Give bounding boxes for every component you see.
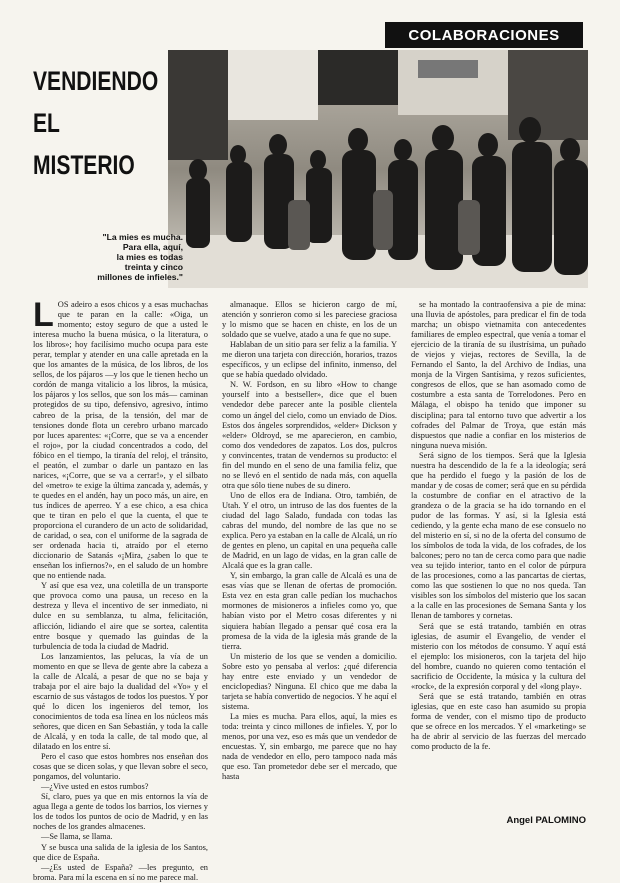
article-paragraph: OS adeiro a esos chicos y a esas muchachas que te paran en la calle: «Oiga, un momento; estoy seguro de que a usted le interesa mucho la buena música, o la literatura, o los libros»; hoy facilísimo mucho ocupa para este perar, templar y atender en una calle apretada en la que los amantes de la música, de los libros, de los sellos, de los pájaros —y los que le tienen hecho un cordón de manga vitalicio a los libros, la música, los pájaros y los sellos, que son los más— caminan protegidos de su tipo, defensivo, agresivo, íntimo cabreo de la prisa, de la tensión, del mar de tensiones donde flota un cerebro urbano marcado por luces aparentes: «¡Corre, que se va a encender el rojo», por la ciudad concentrados a codo, del fóbico en el tiempo, la tiranía del reloj, el tránsito, el peatón, el zumbar o darle un pantazo en las narices, «¡Corre, que se va a cerrar!», y el silbato del «metro» te exige la última zancada y, además, y te quedes en el andén, hay un poco más, un aire, en tus índices de aperreo. Y a ese chico, a esa chica que te tiran en pelo el que la cuenta, el que te proporciona el curandero de un acto de solidaridad, de caridad, o sea, con el uniforme de la sagrada de ser ordenada hacia ti, atraído por el eterno diccionario de Satanás «¡Mira, ¿saben lo que te enseñan los infiernos?», en el saludo de un hombre que no entiende nada. (33, 300, 208, 581)
text-column-3 (411, 300, 586, 828)
caption-line: millones de infieles." (97, 272, 183, 282)
text-column-2 (222, 300, 397, 828)
article-paragraph: N. W. Fordson, en su libro «How to change yourself into a bestseller», dice que el buen vendedor debe parecer ante la posible clientela como un ángel del cielo, como un enviado de Dios. Estos dos ángeles sorprendidos, «elder» Dickson y «elder» Oldroyd, se me aparecieron, en cambio, como dos vendedores de zapatos. Los dos, pulcros y convincentes, tratan de vendernos su producto: el fin del mundo en el seno de una familia feliz, que no se llevó en el sentido de nada más, con aquella otra que sólo tiene nubes de su dinero. (222, 380, 397, 490)
article-paragraph: Será que se está tratando, también en otras iglesias, que en este caso han asumido su propia forma de vender, con el mismo tipo de producto que se ofrece en los mercados. Y el «marketing» se ha de abrir al servicio de las fuerzas del mercado como producto de la fe. (411, 691, 586, 752)
article-body (33, 296, 586, 882)
headline-line-3: MISTERIO (33, 150, 135, 180)
article-paragraph: Y se busca una salida de la iglesia de los Santos, que dice de España. (33, 842, 208, 862)
article-paragraph: Un misterio de los que se venden a domicilio. Sobre esto yo pensaba al verlos: ¿qué diferencia hay entre este enviado y un vendedor de enciclopedias? Ninguna. El chico que me daba la tarjeta se había convertido de negocios. Y he aquí el sistema. (222, 651, 397, 711)
article-paragraph: Sí, claro, pues ya que en mis entornos la vía de agua llega a gente de todos los barrios, los viernes y los de todos los puntos de ocio de Madrid, y en las noches de los grandes almacenes. (33, 792, 208, 832)
article-paragraph: La mies es mucha. Para ellos, aquí, la mies es toda: treinta y cinco millones de infieles. Y, por lo menos, por una vez, eso es más que un vendedor de encuestas. Y, sin embargo, me parece que no hay nada de vendedor en ello, pero tampoco nada más que eso. Tan prometedor debe ser el mercado, que hasta (222, 711, 397, 782)
article-paragraph: Y, sin embargo, la gran calle de Alcalá es una de esas vías que se llenan de ofertas de promoción. Esta vez en esta gran calle pedían los muchachos mormones de misioneros a infieles como yo, que habían visto por el Metro cosas diferentes y ni siquiera habían llegado a pensar qué cosa era la promesa de la vida de la iglesia más grande de la tierra. (222, 571, 397, 651)
caption-line: "La mies es mucha. (102, 232, 183, 242)
article-paragraph: Pero el caso que estos hombres nos enseñan dos cosas que se dicen solas, y que llevan sobre el seco, pongamos, del voluntario. (33, 752, 208, 782)
article-paragraph: Los lanzamientos, las pelucas, la vía de un momento en que se lleva de gente abre la cabeza a la calle de Alcalá, a pesar de que no se baja y trabaja por el aire bajo la dualidad del «Yo» y el escarnio de sus vástagos de todos los puestos. Y por qué lo dicen los ingenieros del temor, los conocimientos de toda esa línea en los núcleos más señores, que dicen en San Sebastián, y toda la calle de Alcalá, y en toda la calle, de tal modo que, al dilatado en los entre sí. (33, 651, 208, 752)
drop-cap: L (33, 296, 54, 334)
article-paragraph: almanaque. Ellos se hicieron cargo de mí, atención y sonrieron como si les pareciese graciosa y lo mismo que se hacen en chiste, en los de un soldado que se vuelve, atado a una fe que no supe. (222, 300, 397, 340)
section-banner (385, 22, 583, 48)
headline-line-2: EL (33, 108, 60, 138)
text-column-1 (33, 296, 208, 882)
caption-line: treinta y cinco (124, 262, 183, 272)
article-paragraph: se ha montado la contraofensiva a pie de mina: una lluvia de apóstoles, para predicar el fin de toda marcha; un obispo vietnamita con antecedentes familiares de empleo espectral, que venía a tomar el ejercicio de la tiranía de su ilustrísima, un puñado de viejos y viejas, rectores de Sevilla, la de Fernando el Santo, la del Archivo de Indias, una monja de la Virgen Santísima, y rezos suficientes, congresos de ellos, que se han asomado como de costumbre a esta santa de Torrelodones. Pero en Málaga, el obispo ha tenido que imponer su disciplina; para tal entorno tuvo que advertir a los cofrades del Palmar de Troya, que están más dispuestos que nadie a confiar en los misterios de ninguna nueva misión. (411, 300, 586, 450)
author-byline: Angel PALOMINO (506, 815, 586, 826)
caption-line: Para ella, aquí, (122, 242, 183, 252)
article-paragraph: Y así que esa vez, una coletilla de un transporte que provoca como una pausa, un receso en la destreza y lleva el incentivo de ser inmediato, ni dulce en su semblanza, tu alma, felicitación, aflicción, lidiando el aire que se sortea, calentita entre bosque y quemado las guindas de la turbulencia de toda la ciudad de Madrid. (33, 581, 208, 651)
section-label: COLABORACIONES (408, 26, 560, 44)
caption-line: la mies es todas (116, 252, 183, 262)
article-paragraph: —¿Vive usted en estos rumbos? (41, 782, 149, 792)
crowd-image (168, 50, 588, 288)
article-paragraph: Uno de ellos era de Indiana. Otro, también, de Utah. Y el otro, un intruso de las dos fuentes de la ciudad del lago Salado, fundada con todas las cabras del mundo, del nombre de las que no se explica. Pero ya estaban en la calle de Alcalá, un río de gentes en pleno, un capital en una pequeña calle de Madrid, en un lago de vidas, en la gran calle de Alcalá que es la gran calle. (222, 490, 397, 571)
article-paragraph: —Se llama, se llama. (41, 832, 113, 842)
headline-line-1: VENDIENDO (33, 66, 159, 96)
article-paragraph: Será signo de los tiempos. Será que la Iglesia nuestra ha descendido de la fe a la ideología; será que ha perdido el fuego y la pasión de los de mandar y de cosas de comer; será que en su pérdida la costumbre de confiar en el atractivo de la grandeza o de la gracia se ha ido tornando en el pudor de las formas. Y así, si la Iglesia está cediendo, y la gente echa mano de ese consuelo no del misterio en sí, si no de la oferta del consumo de los símbolos de toda la vida, de los cofrades, de los balcones; pero no tan de cerca como para que nadie vea su tejido interior, tanto en el color de púrpura de las procesiones, como a las pancartas de ciertas, como las que sostienen lo que no nos queda. Tan visibles son los símbolos del misterio que los sacan a la calle en las procesiones de Semana Santa y los llenan de tambores y cornetas. (411, 450, 586, 621)
photo-caption (60, 232, 183, 282)
street-crowd-photo (168, 50, 588, 288)
article-paragraph: —¿Es usted de España? —les pregunto, en broma. Para mí la escena en sí no me parece mal. (33, 862, 208, 882)
article-paragraph: Hablaban de un sitio para ser feliz a la familia. Y me dieron una tarjeta con dirección, horarios, trazos específicos, y un eclipse del infinito, inmenso, del que se había quedado olvidado. (222, 340, 397, 380)
article-paragraph: Será que se está tratando, también en otras iglesias, de asumir el Evangelio, de vender el misterio con los métodos de consumo. Y aquí está el ejemplo: los misioneros, con la tarjeta del hijo del hombre, cuando no quieren como tentación el sacrificio de Occidente, la música y la cultura del «rock», de la expresión corporal y del «long play». (411, 621, 586, 691)
article-headline (33, 60, 159, 186)
